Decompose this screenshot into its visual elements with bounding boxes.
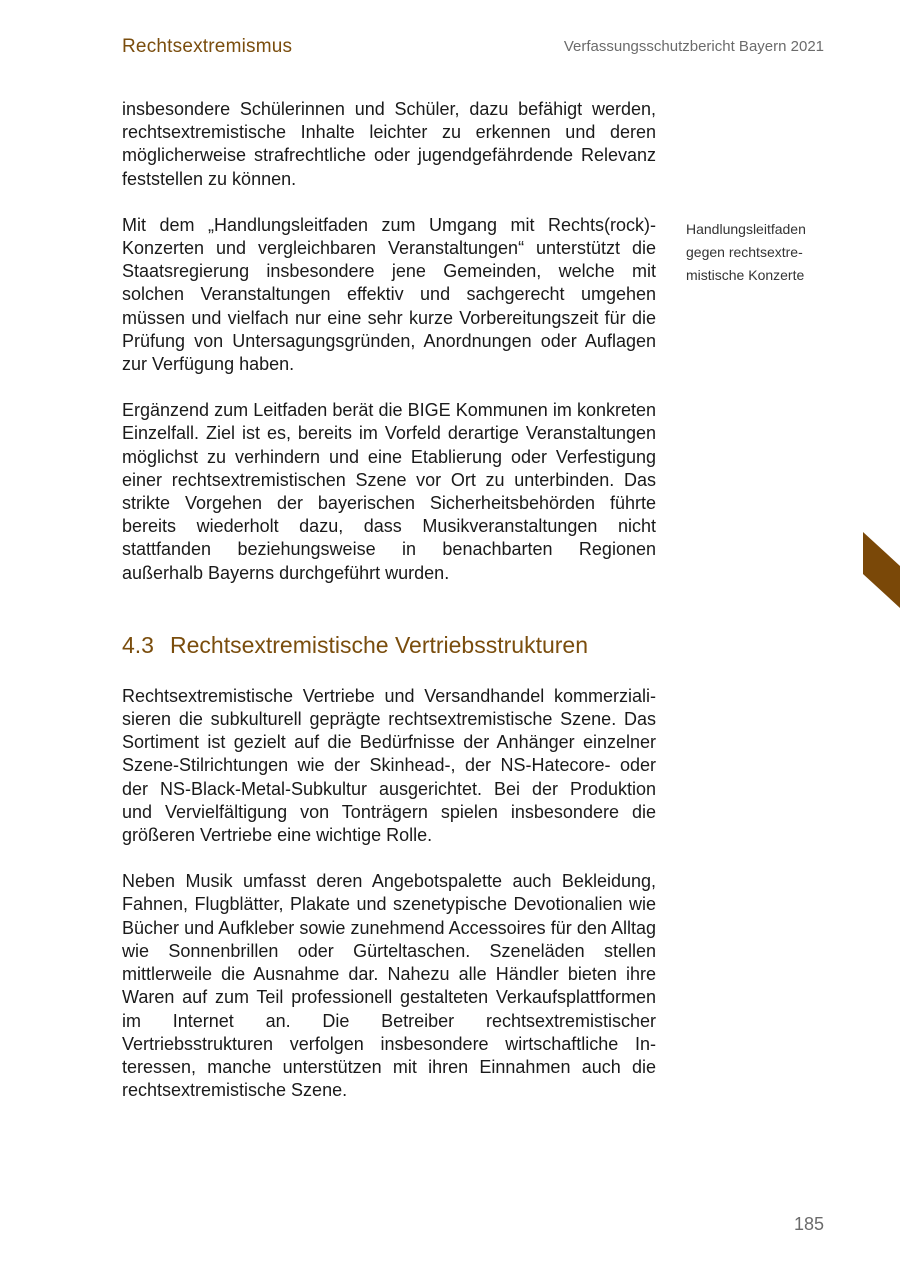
chapter-tab-shape (863, 532, 900, 608)
paragraph-5: Neben Musik umfasst deren Angebotspalette auch Bekleidung, Fahnen, Flugblätter, Plakate und szenetypische Devotionalien wie Bücher und Aufkleber sowie zunehmend Accessoires für den Alltag wie Sonnenbrillen oder Gürteltaschen. Szeneläden stellen mittlerweile die Ausnahme dar. Nahezu alle Händler bieten ihre Waren auf zum Teil professionell gestalteten Verkaufsplattformen im Internet an. Die Betreiber rechtsextremistischer Vertriebsstrukturen verfolgen insbesondere wirtschaftliche Interessen, manche unterstützen mit ihren Einnahmen auch die rechtsextremistische Szene. (122, 871, 656, 1101)
running-header-publication: Verfassungsschutzbericht Bayern 2021 (563, 38, 824, 55)
paragraph-3: Ergänzend zum Leitfaden berät die BIGE Kommunen im konkreten Einzelfall. Ziel ist es, bereits im Vorfeld derartige Veranstaltungen möglichst zu verhindern und eine Etablierung oder Verfestigung einer rechtsextremistischen Szene vor Ort zu unterbinden. Das strikte Vorgehen der bayerischen Sicherheitsbehörden führte bereits wiederholt dazu, dass Musikveranstaltungen nicht stattfanden beziehungsweise in benachbarten Regionen außerhalb Bayerns durchgeführt wurden. (122, 400, 656, 583)
main-text-column (122, 98, 656, 1102)
chapter-tab-marker (863, 532, 900, 608)
paragraph-4: Rechtsextremistische Vertriebe und Versandhandel kommerzialisieren die subkulturell geprägte rechtsextremistische Szene. Das Sortiment ist gezielt auf die Bedürfnisse der Anhänger einzelner Szene-Stilrichtungen wie der Skinhead-, der NS-Hatecore- oder der NS-Black-Metal-Subkultur ausgerichtet. Bei der Produktion und Vervielfältigung von Tonträgern spielen insbesondere die größeren Vertriebe eine wichtige Rolle. (122, 685, 656, 846)
running-header-chapter: Rechtsextremismus (122, 36, 293, 57)
paragraph-1: insbesondere Schülerinnen und Schüler, dazu befähigt werden, rechtsextremistische Inhalte leichter zu erkennen und deren möglicherweise strafrechtliche oder jugendgefährdende Relevanz feststellen zu können. (122, 99, 656, 189)
section-title: Rechtsextremistische Vertriebsstrukturen (170, 631, 588, 658)
section-number: 4.3 (122, 631, 154, 658)
paragraph-2: Mit dem „Handlungsleitfaden zum Umgang mit Rechts(rock)-Konzerten und vergleichbaren Veranstaltungen“ unterstützt die Staatsregierung insbesondere jene Gemeinden, welche mit solchen Veranstaltungen effektiv und sachgerecht umgehen müssen und vielfach nur eine sehr kurze Vorbereitungszeit für die Prüfung von Untersagungsgründen, Anordnungen oder Auflagen zur Verfügung haben. (122, 214, 656, 375)
section-heading (122, 631, 656, 659)
page-number: 185 (793, 1214, 824, 1234)
margin-note: Handlungsleitfaden gegen rechtsextremistische Konzerte (686, 221, 806, 284)
